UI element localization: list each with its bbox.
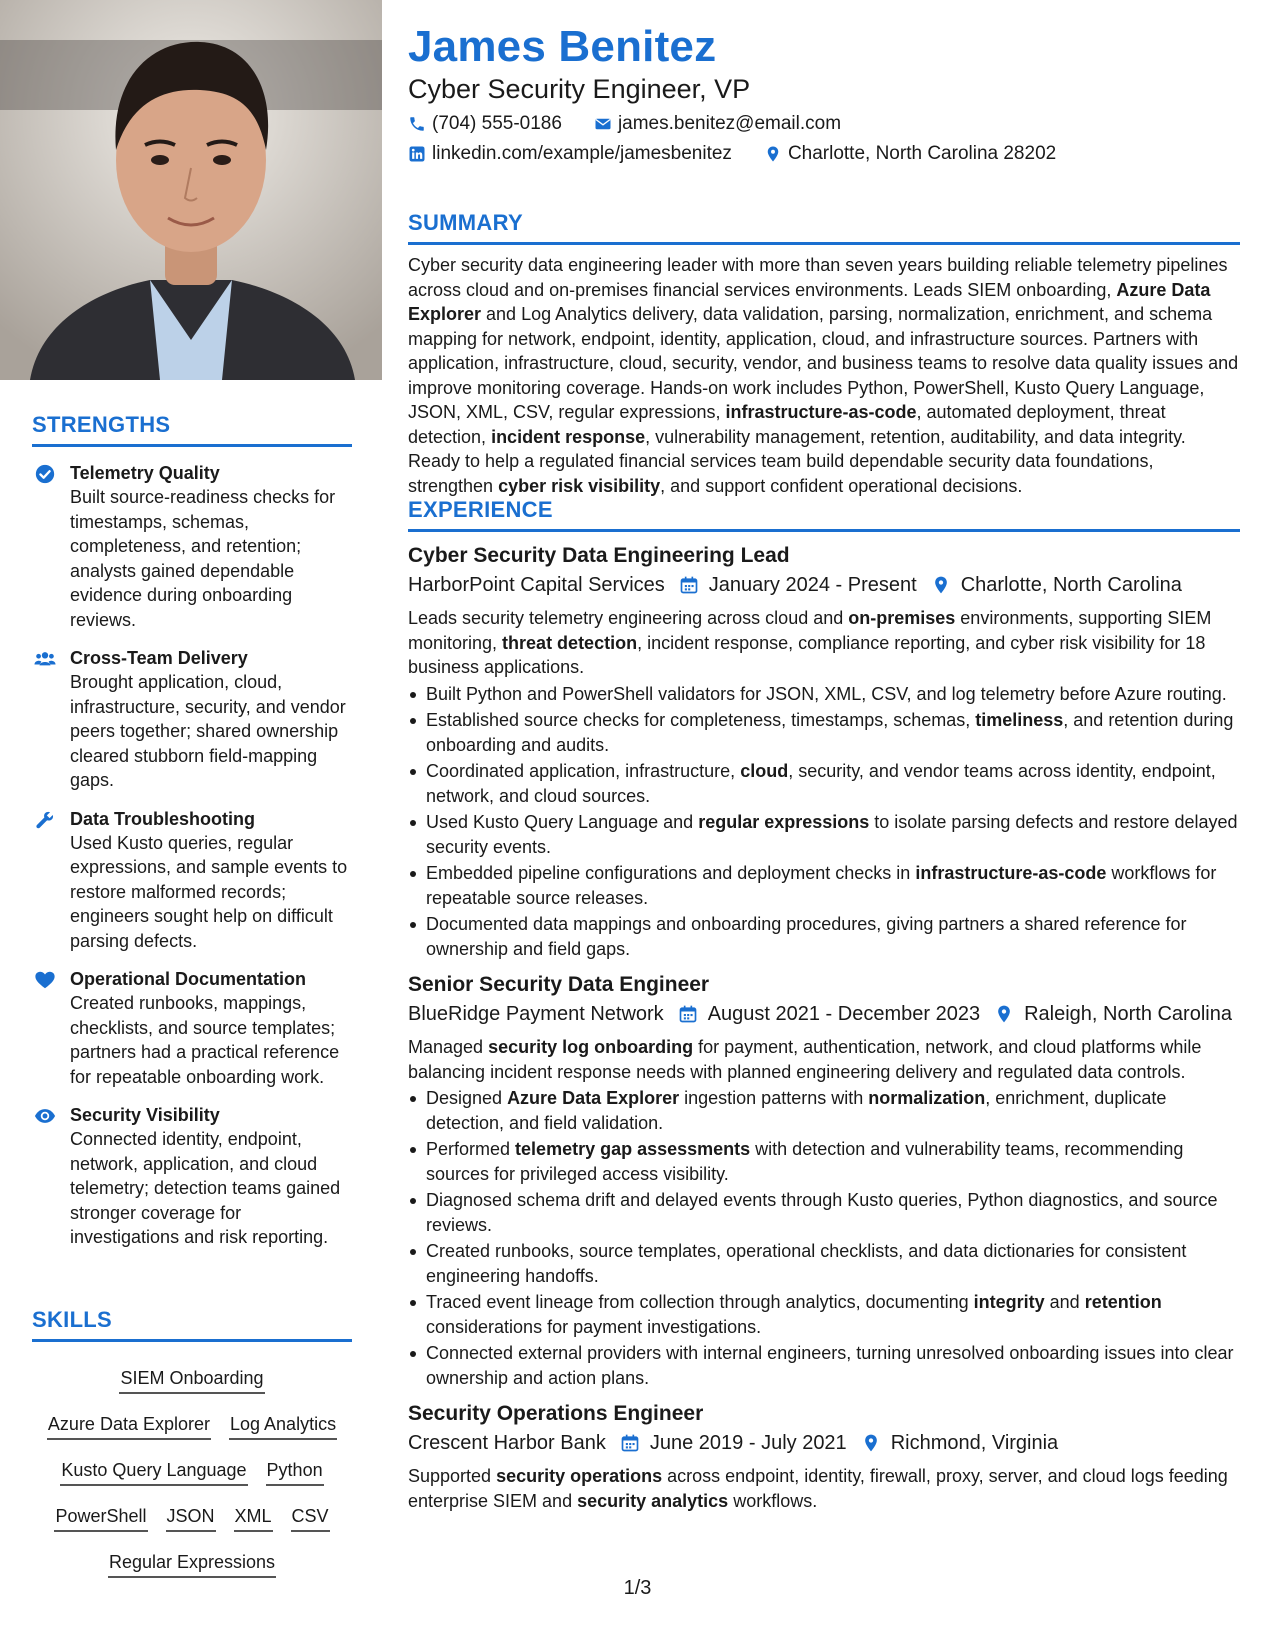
job-entry	[408, 542, 1240, 961]
job-meta	[408, 570, 1240, 600]
emphasis-text: security operations	[496, 1466, 663, 1486]
location-pin-icon	[931, 575, 951, 595]
strength-title: Operational Documentation	[70, 969, 307, 989]
bullet-item	[408, 1188, 1240, 1237]
skill-tag: XML	[234, 1504, 273, 1532]
strength-item	[32, 967, 352, 1089]
emphasis-text: regular expressions	[698, 812, 870, 832]
strength-desc: Built source-readiness checks for timestamps, schemas, completeness, and retention; analysts gained dependable evidence during onboarding reviews.	[70, 487, 336, 630]
text-run: Diagnosed schema drift and delayed events through Kusto queries, Python diagnostics, and source reviews.	[426, 1190, 1218, 1235]
bullet-item	[408, 810, 1240, 859]
job-title: Security Operations Engineer	[408, 1402, 704, 1425]
skill-row	[32, 1412, 352, 1440]
bullet-item	[408, 708, 1240, 757]
job-title: Cyber Security Data Engineering Lead	[408, 544, 790, 567]
skill-tag: PowerShell	[54, 1504, 147, 1532]
strengths-heading: STRENGTHS	[32, 412, 352, 447]
email-icon	[594, 115, 612, 133]
eye-icon	[34, 1105, 56, 1127]
strength-item	[32, 646, 352, 793]
check-circle-icon	[34, 463, 56, 485]
text-run: workflows for repeatable source releases.	[426, 863, 1217, 908]
strengths-section	[32, 412, 352, 1250]
job-company: Crescent Harbor Bank	[408, 1432, 606, 1454]
job-location: Richmond, Virginia	[890, 1432, 1059, 1454]
emphasis-text: security analytics	[577, 1490, 729, 1511]
contact-line-2	[408, 143, 1056, 165]
skill-row	[32, 1458, 352, 1486]
skill-tag: Azure Data Explorer	[47, 1412, 211, 1440]
skill-row	[32, 1366, 352, 1394]
emphasis-text: cloud	[740, 761, 789, 781]
text-run: for payment, authentication, network, and cloud platforms while balancing incident response needs with planned engineering delivery and regulated data controls.	[408, 1037, 1202, 1082]
bullet-item	[408, 1239, 1240, 1288]
skills-section	[32, 1307, 352, 1578]
skill-row	[32, 1504, 352, 1532]
text-run: Created runbooks, source templates, operational checklists, and data dictionaries for consistent engineering handoffs.	[426, 1241, 1187, 1286]
text-run: , and support confident operational decisions.	[660, 475, 1023, 496]
job-description	[408, 606, 1240, 680]
summary-heading: SUMMARY	[408, 210, 1240, 245]
skill-tag: CSV	[291, 1504, 330, 1532]
location-pin-icon	[764, 145, 782, 163]
emphasis-text: retention	[1084, 1292, 1162, 1312]
skill-tag: Kusto Query Language	[60, 1458, 247, 1486]
text-run: , vulnerability management, retention, auditability, and data integrity. Ready to help a regulated financial services team build dependable security data foundations, strengthen	[408, 426, 1186, 496]
skills-list	[32, 1342, 352, 1578]
users-icon	[34, 648, 56, 670]
location-text: Charlotte, North Carolina 28202	[787, 143, 1057, 164]
text-run: environments, supporting SIEM monitoring,	[408, 608, 1212, 653]
candidate-role: Cyber Security Engineer, VP	[408, 74, 751, 104]
emphasis-text: telemetry gap assessments	[515, 1139, 751, 1159]
text-run: and Log Analytics delivery, data validation, parsing, normalization, enrichment, and schema mapping for network, endpoint, identity, application, cloud, and infrastructure sources. Partners with application, infrastructure, cloud, security, vendor, and business teams to resolve data quality issues and improve monitoring coverage. Hands-on work includes Python, PowerShell, Kusto Query Language, JSON, XML, CSV, regular expressions,	[408, 304, 1239, 422]
strength-item	[32, 461, 352, 632]
text-run: Managed	[408, 1037, 489, 1057]
text-run: workflows.	[728, 1490, 818, 1511]
job-description	[408, 1464, 1240, 1513]
emphasis-text: threat detection	[502, 632, 638, 653]
job-company: HarborPoint Capital Services	[408, 574, 665, 596]
job-entry	[408, 971, 1240, 1390]
job-location: Charlotte, North Carolina	[960, 574, 1182, 596]
profile-photo	[0, 0, 382, 380]
skill-tag: Regular Expressions	[108, 1550, 276, 1578]
job-dates: August 2021 - December 2023	[707, 1003, 981, 1025]
text-run: Documented data mappings and onboarding procedures, giving partners a shared reference for ownership and field gaps.	[426, 914, 1187, 959]
bullet-item	[408, 861, 1240, 910]
page-number: 1/3	[623, 1577, 652, 1599]
skill-tag: SIEM Onboarding	[119, 1366, 264, 1394]
bullet-item	[408, 759, 1240, 808]
email-text[interactable]: james.benitez@email.com	[617, 113, 842, 134]
job-title: Senior Security Data Engineer	[408, 973, 710, 996]
strength-desc: Created runbooks, mappings, checklists, and source templates; partners had a practical reference for repeatable onboarding work.	[70, 993, 340, 1087]
bullet-item	[408, 1137, 1240, 1186]
emphasis-text: security log onboarding	[488, 1037, 694, 1057]
text-run: Cyber security data engineering leader with more than seven years building reliable telemetry pipelines across cloud and on-premises financial services environments. Leads SIEM onboarding,	[408, 255, 1228, 300]
location-pin-icon	[861, 1433, 881, 1453]
strength-title: Cross-Team Delivery	[70, 648, 248, 668]
text-run: , and retention during onboarding and audits.	[426, 710, 1234, 755]
text-run: Coordinated application, infrastructure,	[426, 761, 741, 781]
bullet-item	[408, 1341, 1240, 1390]
skills-heading: SKILLS	[32, 1307, 352, 1342]
sidebar	[0, 0, 382, 1650]
job-entry	[408, 1400, 1240, 1513]
linkedin-text[interactable]: linkedin.com/example/jamesbenitez	[432, 143, 732, 164]
linkedin-icon	[408, 145, 426, 163]
text-run: across endpoint, identity, firewall, proxy, server, and cloud logs feeding enterprise SIEM and	[408, 1466, 1228, 1511]
strength-title: Telemetry Quality	[70, 463, 220, 483]
text-run: to isolate parsing defects and restore delayed security events.	[426, 812, 1238, 857]
job-location: Raleigh, North Carolina	[1024, 1003, 1232, 1025]
text-run: Performed	[426, 1139, 516, 1159]
emphasis-text: incident response	[491, 426, 646, 447]
job-description	[408, 1035, 1240, 1084]
emphasis-text: on-premises	[848, 608, 956, 628]
calendar-icon	[678, 1004, 698, 1024]
emphasis-text: Azure Data Explorer	[507, 1088, 680, 1108]
strength-desc: Connected identity, endpoint, network, application, and cloud telemetry; detection teams gained stronger coverage for investigations and risk reporting.	[70, 1129, 341, 1247]
strength-desc: Brought application, cloud, infrastructure, security, and vendor peers together; shared ownership cleared stubborn field-mapping gaps.	[70, 672, 346, 790]
job-bullets	[408, 1086, 1240, 1390]
text-run: considerations for payment investigations.	[426, 1316, 762, 1337]
text-run: , security, and vendor teams across identity, endpoint, network, and cloud sources.	[426, 761, 1216, 806]
emphasis-text: timeliness	[975, 710, 1064, 730]
bullet-item	[408, 912, 1240, 961]
summary-text	[408, 253, 1240, 498]
job-bullets	[408, 682, 1240, 962]
strength-item	[32, 1103, 352, 1250]
strength-item	[32, 807, 352, 954]
text-run: Designed	[426, 1088, 508, 1108]
skill-row	[32, 1550, 352, 1578]
location-pin-icon	[994, 1004, 1014, 1024]
job-company: BlueRidge Payment Network	[408, 1003, 664, 1025]
strength-title: Data Troubleshooting	[70, 808, 256, 829]
emphasis-text: integrity	[973, 1292, 1045, 1312]
summary-section	[408, 210, 1240, 498]
job-dates: June 2019 - July 2021	[649, 1432, 847, 1454]
emphasis-text: infrastructure-as-code	[725, 402, 917, 422]
wrench-icon	[34, 809, 56, 831]
strength-title: Security Visibility	[70, 1105, 220, 1125]
emphasis-text: infrastructure-as-code	[915, 863, 1107, 883]
bullet-item	[408, 682, 1240, 707]
text-run: , enrichment, duplicate detection, and field validation.	[426, 1088, 1167, 1133]
emphasis-text: cyber risk visibility	[498, 475, 661, 496]
emphasis-text: normalization	[868, 1088, 986, 1108]
bullet-item	[408, 1290, 1240, 1339]
bullet-item	[408, 1086, 1240, 1135]
text-run: Used Kusto Query Language and	[426, 812, 699, 832]
phone-text[interactable]: (704) 555-0186	[432, 113, 562, 134]
skill-tag: Python	[266, 1458, 324, 1486]
text-run: Leads security telemetry engineering across cloud and	[408, 608, 849, 628]
skill-tag: Log Analytics	[229, 1412, 337, 1440]
phone-icon	[408, 115, 426, 133]
emphasis-text: Azure Data Explorer	[408, 279, 1211, 324]
text-run: , automated deployment, threat detection,	[408, 402, 1166, 447]
text-run: Traced event lineage from collection through analytics, documenting	[426, 1292, 974, 1312]
experience-heading: EXPERIENCE	[408, 497, 1240, 532]
candidate-name: James Benitez	[408, 22, 717, 71]
strength-desc: Used Kusto queries, regular expressions, and sample events to restore malformed records; engineers sought help on difficult parsing defects.	[70, 832, 348, 951]
text-run: Built Python and PowerShell validators for JSON, XML, CSV, and log telemetry before Azure routing.	[426, 683, 1227, 704]
text-run: and	[1044, 1292, 1085, 1312]
text-run: Established source checks for completeness, timestamps, schemas,	[426, 710, 976, 730]
heart-icon	[34, 969, 56, 991]
text-run: Supported	[408, 1466, 497, 1486]
text-run: , incident response, compliance reporting, and cyber risk visibility for 18 business applications.	[408, 632, 1206, 677]
text-run: ingestion patterns with	[679, 1088, 869, 1108]
text-run: with detection and vulnerability teams, recommending sources for privileged access visibility.	[426, 1139, 1184, 1184]
contact-line-1	[408, 113, 841, 135]
text-run: Connected external providers with internal engineers, turning unresolved onboarding issues into clear ownership and action plans.	[426, 1343, 1234, 1388]
text-run: Embedded pipeline configurations and deployment checks in	[426, 863, 916, 883]
job-meta	[408, 999, 1240, 1029]
calendar-icon	[679, 575, 699, 595]
job-dates: January 2024 - Present	[708, 574, 917, 596]
experience-section	[408, 497, 1240, 1513]
job-meta	[408, 1428, 1240, 1458]
skill-tag: JSON	[166, 1504, 216, 1532]
calendar-icon	[620, 1433, 640, 1453]
